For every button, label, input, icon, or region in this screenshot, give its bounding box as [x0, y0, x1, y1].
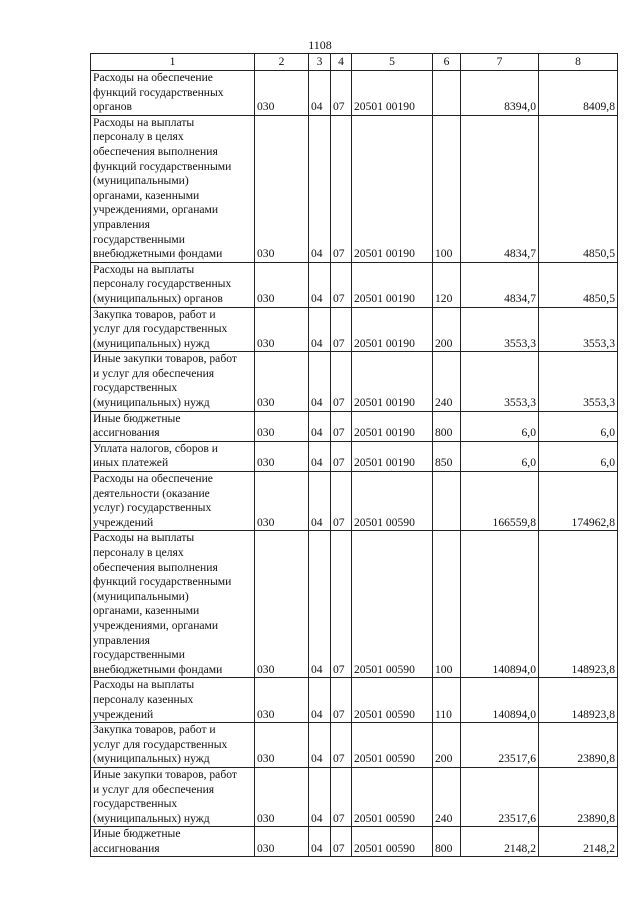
- subsection-cell: 07: [331, 441, 352, 471]
- ministry-code-cell: 030: [255, 71, 309, 116]
- expense-name-cell: Расходы на выплаты персоналу государственных (муниципальных) органов: [91, 262, 255, 307]
- column-header: 6: [433, 54, 461, 71]
- target-article-cell: 20501 00590: [352, 767, 433, 826]
- amount-year1-cell: 8394,0: [461, 71, 539, 116]
- expense-type-cell: 120: [433, 262, 461, 307]
- expense-name-cell: Расходы на выплаты персоналу казенных учреждений: [91, 678, 255, 723]
- table-row: [91, 767, 618, 826]
- section-cell: 04: [309, 678, 331, 723]
- target-article-cell: 20501 00590: [352, 531, 433, 678]
- table-row: [91, 262, 618, 307]
- section-cell: 04: [309, 115, 331, 262]
- amount-year1-cell: 23517,6: [461, 723, 539, 768]
- table-body: [91, 71, 618, 857]
- budget-table: [90, 53, 618, 857]
- ministry-code-cell: 030: [255, 531, 309, 678]
- amount-year2-cell: 3553,3: [539, 307, 618, 352]
- column-header: 5: [352, 54, 433, 71]
- amount-year2-cell: 6,0: [539, 441, 618, 471]
- table-row: [91, 441, 618, 471]
- column-header: 7: [461, 54, 539, 71]
- target-article-cell: 20501 00190: [352, 71, 433, 116]
- expense-name-cell: Иные бюджетные ассигнования: [91, 411, 255, 441]
- expense-type-cell: 200: [433, 307, 461, 352]
- amount-year2-cell: 4850,5: [539, 262, 618, 307]
- amount-year1-cell: 140894,0: [461, 531, 539, 678]
- target-article-cell: 20501 00590: [352, 827, 433, 857]
- expense-type-cell: 100: [433, 531, 461, 678]
- subsection-cell: 07: [331, 115, 352, 262]
- expense-name-cell: Иные закупки товаров, работ и услуг для обеспечения государственных (муниципальных) нужд: [91, 767, 255, 826]
- table-row: [91, 531, 618, 678]
- subsection-cell: 07: [331, 827, 352, 857]
- ministry-code-cell: 030: [255, 115, 309, 262]
- amount-year1-cell: 23517,6: [461, 767, 539, 826]
- section-cell: 04: [309, 531, 331, 678]
- expense-name-cell: Расходы на обеспечение деятельности (оказание услуг) государственных учреждений: [91, 472, 255, 531]
- table-row: [91, 472, 618, 531]
- amount-year2-cell: 2148,2: [539, 827, 618, 857]
- target-article-cell: 20501 00190: [352, 307, 433, 352]
- amount-year2-cell: 3553,3: [539, 352, 618, 411]
- target-article-cell: 20501 00190: [352, 115, 433, 262]
- ministry-code-cell: 030: [255, 678, 309, 723]
- subsection-cell: 07: [331, 723, 352, 768]
- expense-name-cell: Расходы на выплаты персоналу в целях обеспечения выполнения функций государственными (муниципальными) органами, казенными учреждениями, органами управления государственными внебюджетными фондами: [91, 115, 255, 262]
- amount-year1-cell: 3553,3: [461, 352, 539, 411]
- amount-year1-cell: 4834,7: [461, 262, 539, 307]
- expense-name-cell: Иные закупки товаров, работ и услуг для обеспечения государственных (муниципальных) нужд: [91, 352, 255, 411]
- expense-name-cell: Расходы на выплаты персоналу в целях обеспечения выполнения функций государственными (муниципальными) органами, казенными учреждениями, органами управления государственными внебюджетными фондами: [91, 531, 255, 678]
- table-row: [91, 307, 618, 352]
- amount-year1-cell: 166559,8: [461, 472, 539, 531]
- ministry-code-cell: 030: [255, 827, 309, 857]
- column-header: 2: [255, 54, 309, 71]
- section-cell: 04: [309, 262, 331, 307]
- amount-year2-cell: 174962,8: [539, 472, 618, 531]
- amount-year2-cell: 4850,5: [539, 115, 618, 262]
- expense-type-cell: 240: [433, 767, 461, 826]
- amount-year2-cell: 23890,8: [539, 767, 618, 826]
- subsection-cell: 07: [331, 678, 352, 723]
- expense-name-cell: Расходы на обеспечение функций государственных органов: [91, 71, 255, 116]
- expense-name-cell: Закупка товаров, работ и услуг для государственных (муниципальных) нужд: [91, 307, 255, 352]
- column-header: 1: [91, 54, 255, 71]
- target-article-cell: 20501 00190: [352, 262, 433, 307]
- page-number: 1108: [308, 38, 332, 52]
- ministry-code-cell: 030: [255, 723, 309, 768]
- column-header: 3: [309, 54, 331, 71]
- section-cell: 04: [309, 352, 331, 411]
- expense-type-cell: 100: [433, 115, 461, 262]
- expense-type-cell: 800: [433, 411, 461, 441]
- ministry-code-cell: 030: [255, 307, 309, 352]
- target-article-cell: 20501 00590: [352, 678, 433, 723]
- amount-year1-cell: 4834,7: [461, 115, 539, 262]
- amount-year2-cell: 148923,8: [539, 678, 618, 723]
- section-cell: 04: [309, 411, 331, 441]
- subsection-cell: 07: [331, 767, 352, 826]
- subsection-cell: 07: [331, 531, 352, 678]
- table-row: [91, 411, 618, 441]
- amount-year2-cell: 23890,8: [539, 723, 618, 768]
- target-article-cell: 20501 00190: [352, 352, 433, 411]
- target-article-cell: 20501 00590: [352, 472, 433, 531]
- header-row: [91, 54, 618, 71]
- column-header: 8: [539, 54, 618, 71]
- amount-year1-cell: 140894,0: [461, 678, 539, 723]
- table-row: [91, 71, 618, 116]
- amount-year2-cell: 148923,8: [539, 531, 618, 678]
- expense-type-cell: [433, 71, 461, 116]
- column-header: 4: [331, 54, 352, 71]
- ministry-code-cell: 030: [255, 352, 309, 411]
- expense-type-cell: 110: [433, 678, 461, 723]
- subsection-cell: 07: [331, 411, 352, 441]
- ministry-code-cell: 030: [255, 441, 309, 471]
- amount-year1-cell: 6,0: [461, 441, 539, 471]
- ministry-code-cell: 030: [255, 767, 309, 826]
- table-row: [91, 678, 618, 723]
- expense-type-cell: 850: [433, 441, 461, 471]
- section-cell: 04: [309, 441, 331, 471]
- section-cell: 04: [309, 827, 331, 857]
- section-cell: 04: [309, 723, 331, 768]
- amount-year1-cell: 6,0: [461, 411, 539, 441]
- expense-type-cell: [433, 472, 461, 531]
- ministry-code-cell: 030: [255, 411, 309, 441]
- expense-name-cell: Закупка товаров, работ и услуг для государственных (муниципальных) нужд: [91, 723, 255, 768]
- ministry-code-cell: 030: [255, 472, 309, 531]
- target-article-cell: 20501 00590: [352, 723, 433, 768]
- section-cell: 04: [309, 71, 331, 116]
- section-cell: 04: [309, 307, 331, 352]
- amount-year1-cell: 2148,2: [461, 827, 539, 857]
- amount-year1-cell: 3553,3: [461, 307, 539, 352]
- subsection-cell: 07: [331, 307, 352, 352]
- target-article-cell: 20501 00190: [352, 441, 433, 471]
- amount-year2-cell: 8409,8: [539, 71, 618, 116]
- subsection-cell: 07: [331, 472, 352, 531]
- expense-type-cell: 800: [433, 827, 461, 857]
- subsection-cell: 07: [331, 262, 352, 307]
- table-row: [91, 723, 618, 768]
- expense-type-cell: 200: [433, 723, 461, 768]
- subsection-cell: 07: [331, 352, 352, 411]
- section-cell: 04: [309, 767, 331, 826]
- expense-name-cell: Уплата налогов, сборов и иных платежей: [91, 441, 255, 471]
- expense-type-cell: 240: [433, 352, 461, 411]
- section-cell: 04: [309, 472, 331, 531]
- amount-year2-cell: 6,0: [539, 411, 618, 441]
- target-article-cell: 20501 00190: [352, 411, 433, 441]
- subsection-cell: 07: [331, 71, 352, 116]
- table-row: [91, 352, 618, 411]
- table-row: [91, 827, 618, 857]
- table-row: [91, 115, 618, 262]
- expense-name-cell: Иные бюджетные ассигнования: [91, 827, 255, 857]
- ministry-code-cell: 030: [255, 262, 309, 307]
